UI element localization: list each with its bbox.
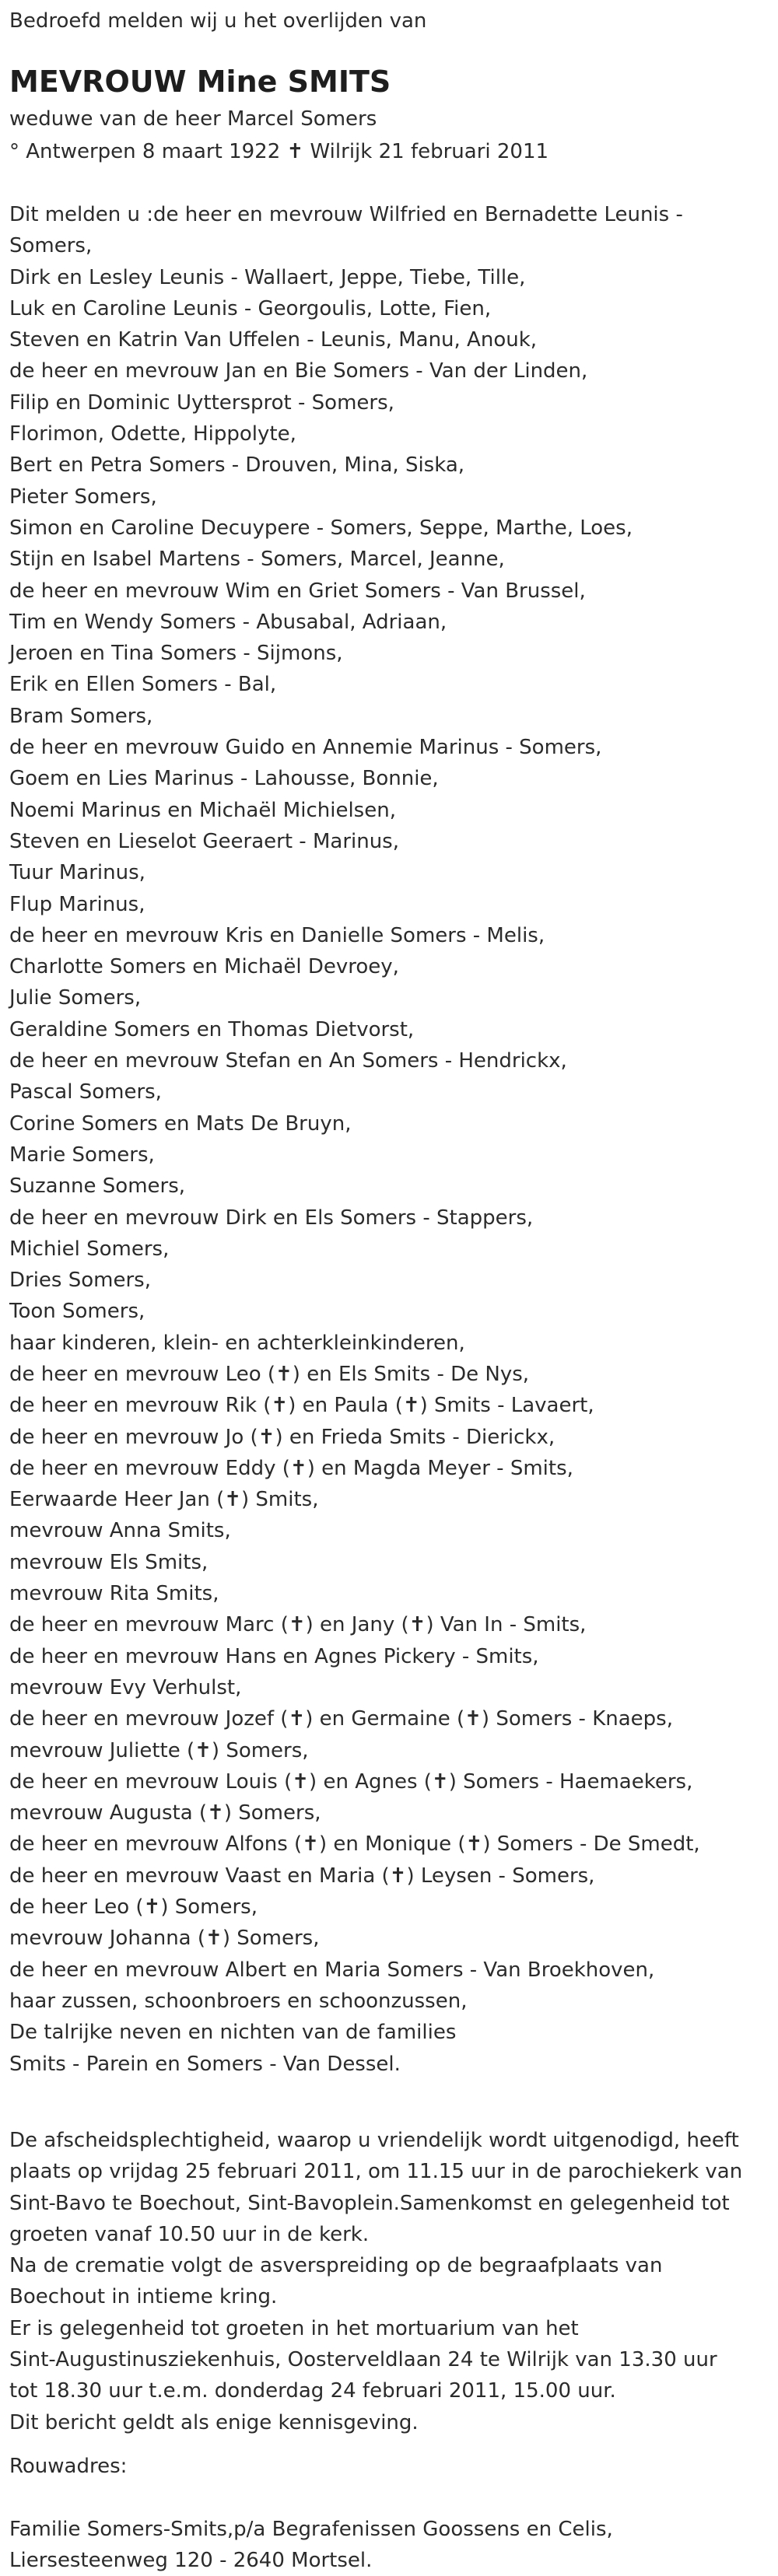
announcement-line: Noemi Marinus en Michaël Michielsen,: [9, 798, 396, 822]
ceremony-line: Er is gelegenheid tot groeten in het mortuarium van het: [9, 2316, 579, 2340]
announcement-line: Dit melden u :de heer en mevrouw Wilfried en Bernadette Leunis -: [9, 203, 683, 226]
announcement-line: de heer en mevrouw Dirk en Els Somers - Stappers,: [9, 1206, 534, 1230]
birth-death-line: ° Antwerpen 8 maart 1922 ✝ Wilrijk 21 februari 2011: [9, 140, 549, 163]
announcement-line: Simon en Caroline Decuypere - Somers, Seppe, Marthe, Loes,: [9, 516, 633, 540]
intro-text: Bedroefd melden wij u het overlijden van: [9, 9, 427, 33]
announcement-line: Toon Somers,: [9, 1300, 145, 1324]
announcement-line: de heer en mevrouw Hans en Agnes Pickery - Smits,: [9, 1644, 539, 1668]
announcement-line: Erik en Ellen Somers - Bal,: [9, 673, 277, 697]
ceremony-line: groeten vanaf 10.50 uur in de kerk.: [9, 2222, 370, 2246]
announcement-line: de heer en mevrouw Kris en Danielle Somers - Melis,: [9, 923, 545, 947]
announcement-line: Florimon, Odette, Hippolyte,: [9, 422, 296, 446]
announcement-line: Marie Somers,: [9, 1143, 155, 1167]
ceremony-line: Na de crematie volgt de asverspreiding op de begraafplaats van: [9, 2254, 663, 2278]
announcement-line: de heer en mevrouw Jozef (✝) en Germaine (✝) Somers - Knaeps,: [9, 1707, 673, 1731]
announcement-line: de heer en mevrouw Alfons (✝) en Monique (✝) Somers - De Smedt,: [9, 1832, 700, 1857]
announcement-line: Pascal Somers,: [9, 1080, 162, 1104]
announcement-line: Tim en Wendy Somers - Abusabal, Adriaan,: [9, 610, 447, 634]
announcement-line: Steven en Lieselot Geeraert - Marinus,: [9, 829, 399, 853]
announcement-line: mevrouw Johanna (✝) Somers,: [9, 1927, 320, 1951]
announcement-line: de heer en mevrouw Wim en Griet Somers - Van Brussel,: [9, 579, 586, 603]
family-announcement: [9, 199, 769, 2080]
announcement-line: Jeroen en Tina Somers - Sijmons,: [9, 642, 343, 666]
announcement-line: Julie Somers,: [9, 986, 142, 1010]
announcement-line: de heer en mevrouw Stefan en An Somers - Hendrickx,: [9, 1049, 567, 1073]
ceremony-details: [9, 2125, 769, 2438]
announcement-line: de heer en mevrouw Eddy (✝) en Magda Meyer - Smits,: [9, 1456, 573, 1480]
announcement-line: Michiel Somers,: [9, 1237, 170, 1261]
announcement-line: Charlotte Somers en Michaël Devroey,: [9, 955, 399, 979]
announcement-line: mevrouw Rita Smits,: [9, 1582, 219, 1606]
announcement-line: de heer en mevrouw Albert en Maria Somers - Van Broekhoven,: [9, 1958, 655, 1982]
announcement-line: de heer en mevrouw Marc (✝) en Jany (✝) Van In - Smits,: [9, 1613, 587, 1637]
announcement-line: de heer Leo (✝) Somers,: [9, 1895, 258, 1920]
announcement-line: de heer en mevrouw Louis (✝) en Agnes (✝) Somers - Haemaekers,: [9, 1769, 693, 1794]
announcement-line: de heer en mevrouw Rik (✝) en Paula (✝) Smits - Lavaert,: [9, 1394, 594, 1418]
announcement-line: Dries Somers,: [9, 1269, 151, 1293]
announcement-line: Luk en Caroline Leunis - Georgoulis, Lotte, Fien,: [9, 296, 492, 320]
widow-line: weduwe van de heer Marcel Somers: [9, 107, 377, 131]
announcement-line: Corine Somers en Mats De Bruyn,: [9, 1111, 352, 1136]
announcement-line: de heer en mevrouw Leo (✝) en Els Smits - De Nys,: [9, 1362, 530, 1386]
address-label: Rouwadres:: [9, 2455, 128, 2478]
announcement-line: mevrouw Anna Smits,: [9, 1519, 231, 1543]
announcement-line: Dirk en Lesley Leunis - Wallaert, Jeppe, Tiebe, Tille,: [9, 265, 526, 289]
announcement-line: haar kinderen, klein- en achterkleinkinderen,: [9, 1331, 465, 1355]
announcement-line: Goem en Lies Marinus - Lahousse, Bonnie,: [9, 767, 439, 791]
announcement-line: De talrijke neven en nichten van de families: [9, 2021, 457, 2045]
address-line: Liersesteenweg 120 - 2640 Mortsel.: [9, 2549, 373, 2572]
announcement-line: Geraldine Somers en Thomas Dietvorst,: [9, 1017, 415, 1041]
ceremony-line: plaats op vrijdag 25 februari 2011, om 11.15 uur in de parochiekerk van: [9, 2160, 743, 2184]
announcement-line: Stijn en Isabel Martens - Somers, Marcel, Jeanne,: [9, 548, 505, 572]
announcement-line: haar zussen, schoonbroers en schoonzussen,: [9, 1989, 468, 2013]
ceremony-line: tot 18.30 uur t.e.m. donderdag 24 februari 2011, 15.00 uur.: [9, 2379, 616, 2403]
announcement-line: de heer en mevrouw Vaast en Maria (✝) Leysen - Somers,: [9, 1864, 595, 1888]
announcement-line: de heer en mevrouw Guido en Annemie Marinus - Somers,: [9, 736, 602, 760]
announcement-line: Bram Somers,: [9, 704, 153, 728]
announcement-line: Bert en Petra Somers - Drouven, Mina, Siska,: [9, 453, 465, 478]
announcement-line: Tuur Marinus,: [9, 861, 145, 885]
announcement-line: de heer en mevrouw Jan en Bie Somers - Van der Linden,: [9, 359, 588, 383]
announcement-line: Pieter Somers,: [9, 485, 157, 509]
mourning-address: [9, 2514, 769, 2576]
ceremony-line: Boechout in intieme kring.: [9, 2285, 278, 2309]
ceremony-line: De afscheidsplechtigheid, waarop u vriendelijk wordt uitgenodigd, heeft: [9, 2129, 739, 2152]
announcement-line: mevrouw Juliette (✝) Somers,: [9, 1738, 309, 1762]
deceased-name: MEVROUW Mine SMITS: [9, 65, 391, 99]
ceremony-line: Dit bericht geldt als enige kennisgeving.: [9, 2410, 419, 2434]
announcement-line: Somers,: [9, 234, 93, 258]
announcement-line: mevrouw Augusta (✝) Somers,: [9, 1801, 321, 1825]
announcement-line: Steven en Katrin Van Uffelen - Leunis, Manu, Anouk,: [9, 328, 538, 352]
announcement-line: Eerwaarde Heer Jan (✝) Smits,: [9, 1488, 319, 1512]
announcement-line: mevrouw Els Smits,: [9, 1550, 209, 1574]
address-line: Familie Somers-Smits,p/a Begrafenissen Goossens en Celis,: [9, 2518, 613, 2541]
ceremony-line: Sint-Augustinusziekenhuis, Oosterveldlaan 24 te Wilrijk van 13.30 uur: [9, 2348, 717, 2372]
announcement-line: mevrouw Evy Verhulst,: [9, 1675, 242, 1699]
announcement-line: Filip en Dominic Uyttersprot - Somers,: [9, 390, 394, 415]
announcement-line: de heer en mevrouw Jo (✝) en Frieda Smits - Dierickx,: [9, 1425, 555, 1449]
announcement-line: Flup Marinus,: [9, 892, 145, 916]
announcement-line: Suzanne Somers,: [9, 1174, 186, 1199]
announcement-line: Smits - Parein en Somers - Van Dessel.: [9, 2052, 401, 2076]
ceremony-line: Sint-Bavo te Boechout, Sint-Bavoplein.Samenkomst en gelegenheid tot: [9, 2191, 730, 2215]
